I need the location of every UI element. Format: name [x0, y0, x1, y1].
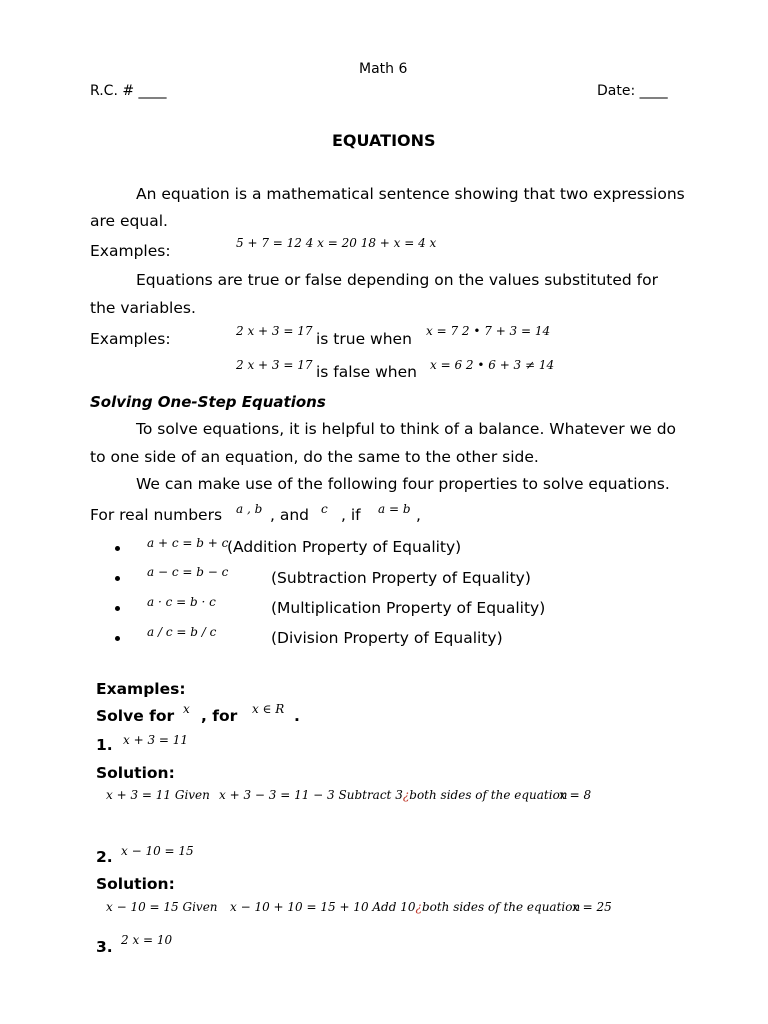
- property-name: (Subtraction Property of Equality): [271, 569, 531, 587]
- property-math: a + c = b + c: [147, 536, 229, 550]
- x-math: x: [183, 702, 190, 716]
- true-equation: 2 x + 3 = 17: [236, 324, 313, 338]
- solution-step-result: x = 8: [559, 788, 592, 802]
- para1-line-2: to one side of an equation, do the same to the other side.: [90, 448, 539, 466]
- x-in-r-math: x ∈ R: [252, 702, 285, 716]
- for-real-text: For real numbers: [90, 506, 223, 524]
- true-text: is true when: [316, 330, 412, 348]
- examples-label-2: Examples:: [90, 330, 171, 348]
- property-math: a − c = b − c: [147, 565, 229, 579]
- list-bullet: [115, 576, 120, 581]
- list-bullet: [115, 636, 120, 641]
- for-text: , for: [201, 707, 238, 725]
- property-math: a · c = b · c: [147, 595, 216, 609]
- examples-math: 5 + 7 = 12 4 x = 20 18 + x = 4 x: [236, 236, 437, 250]
- examples-label: Examples:: [90, 242, 171, 260]
- solution-step-given: x + 3 = 11 Given: [106, 788, 210, 802]
- ab-math: a , b: [236, 502, 263, 516]
- property-name: (Division Property of Equality): [271, 629, 503, 647]
- course-title: Math 6: [359, 61, 408, 77]
- example-number: 3.: [96, 938, 113, 956]
- property-name: (Multiplication Property of Equality): [271, 599, 546, 617]
- list-bullet: [115, 606, 120, 611]
- c-math: c: [321, 502, 328, 516]
- period-text: .: [294, 707, 300, 725]
- true-condition: x = 7 2 • 7 + 3 = 14: [426, 324, 551, 338]
- comma-text: ,: [416, 506, 421, 524]
- intro-line-2: are equal.: [90, 212, 168, 230]
- rc-label: R.C. # ____: [90, 83, 167, 99]
- para1-line-1: To solve equations, it is helpful to think of a balance. Whatever we do: [136, 420, 677, 438]
- examples-heading: Examples:: [96, 680, 186, 698]
- property-math: a / c = b / c: [147, 625, 217, 639]
- list-bullet: [115, 546, 120, 551]
- false-equation: 2 x + 3 = 17: [236, 358, 313, 372]
- section-heading: Solving One-Step Equations: [90, 393, 326, 411]
- and-text: , and: [270, 506, 310, 524]
- property-name: (Addition Property of Equality): [227, 538, 462, 556]
- truth-line-2: the variables.: [90, 299, 196, 317]
- false-text: is false when: [316, 363, 417, 381]
- intro-line-1: An equation is a mathematical sentence showing that two expressions: [136, 185, 685, 203]
- example-equation: x − 10 = 15: [121, 844, 194, 858]
- page-title: EQUATIONS: [332, 131, 436, 150]
- if-text: , if: [341, 506, 361, 524]
- example-number: 1.: [96, 736, 113, 754]
- para2-line-1: We can make use of the following four properties to solve equations.: [136, 475, 670, 493]
- solution-step-result: x = 25: [572, 900, 612, 914]
- truth-line-1: Equations are true or false depending on the values substituted for: [136, 271, 658, 289]
- example-equation: 2 x = 10: [121, 933, 173, 947]
- solution-step-operation: x + 3 − 3 = 11 − 3 Subtract 3¿both sides of the equation: [219, 788, 568, 802]
- solve-for-text: Solve for: [96, 707, 175, 725]
- a-eq-b-math: a = b: [378, 502, 411, 516]
- solution-step-operation: x − 10 + 10 = 15 + 10 Add 10¿both sides of the equation: [230, 900, 581, 914]
- false-condition: x = 6 2 • 6 + 3 ≠ 14: [430, 358, 555, 372]
- date-label: Date: ____: [597, 83, 668, 99]
- solution-step-given: x − 10 = 15 Given: [106, 900, 218, 914]
- solution-label: Solution:: [96, 875, 175, 893]
- example-equation: x + 3 = 11: [123, 733, 189, 747]
- solution-label: Solution:: [96, 764, 175, 782]
- example-number: 2.: [96, 848, 113, 866]
